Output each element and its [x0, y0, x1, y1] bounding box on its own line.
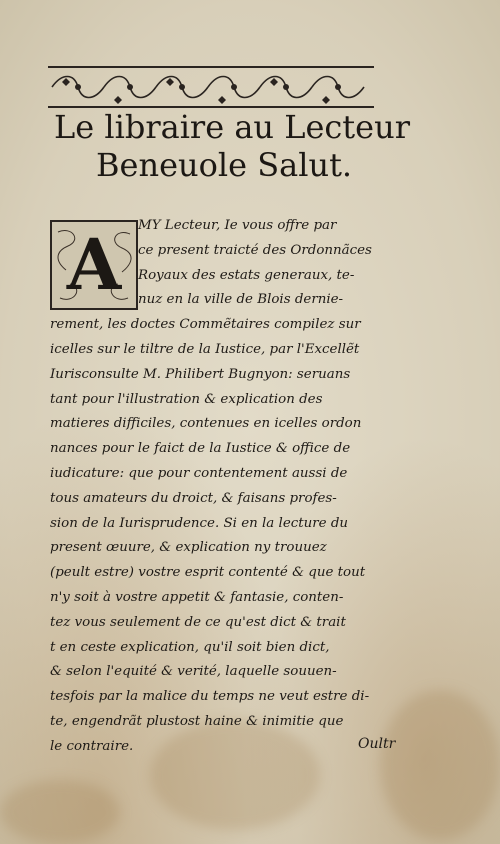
initial-letter: A: [66, 223, 122, 306]
text-line: le contraire.: [50, 738, 134, 754]
text-line: sion de la Iurisprudence. Si en la lecture du: [50, 515, 349, 531]
text-line: n'y soit à vostre appetit & fantasie, conten-: [50, 589, 344, 605]
title-line-1: Le libraire au Lecteur: [54, 108, 410, 146]
text-line: Royaux des estats generaux, te-: [138, 267, 355, 283]
text-line: Iurisconsulte M. Philibert Bugnyon: seruans: [50, 366, 351, 382]
text-line: (peult estre) vostre esprit contenté & que tout: [50, 565, 366, 581]
text-line: tous amateurs du droict, & faisans profes-: [50, 490, 337, 506]
catchword: Oultr: [358, 736, 396, 752]
title-line-2: Beneuole Salut.: [96, 146, 353, 184]
text-line: icelles sur le tiltre de la Iustice, par l'Excellẽt: [50, 341, 360, 357]
text-line: & selon l'equité & verité, laquelle souuen-: [50, 664, 337, 680]
decorative-ornament-band: [48, 66, 374, 108]
text-line: tesfois par la malice du temps ne veut estre di-: [50, 689, 370, 705]
text-line: nances pour le faict de la Iustice & office de: [50, 441, 351, 457]
text-line: iudicature: que pour contentement aussi de: [50, 465, 348, 481]
text-line: tez vous seulement de ce qu'est dict & trait: [50, 614, 346, 630]
text-line: rement, les doctes Commẽtaires compilez sur: [50, 317, 361, 333]
body-paragraph: [50, 214, 395, 760]
text-line: present œuure, & explication ny trouuez: [50, 540, 327, 556]
text-line: tant pour l'illustration & explication des: [50, 391, 323, 407]
text-line: t en ceste explication, qu'il soit bien dict,: [50, 639, 330, 655]
text-line: te, engendrãt plustost haine & inimitie que: [50, 713, 344, 729]
text-line: nuz en la ville de Blois dernie-: [138, 292, 344, 308]
text-line: ce present traicté des Ordonnãces: [138, 242, 372, 258]
text-line: MY Lecteur, Ie vous offre par: [138, 218, 337, 233]
text-line: matieres difficiles, contenues en icelles ordon: [50, 416, 362, 432]
page-title: [54, 108, 474, 184]
